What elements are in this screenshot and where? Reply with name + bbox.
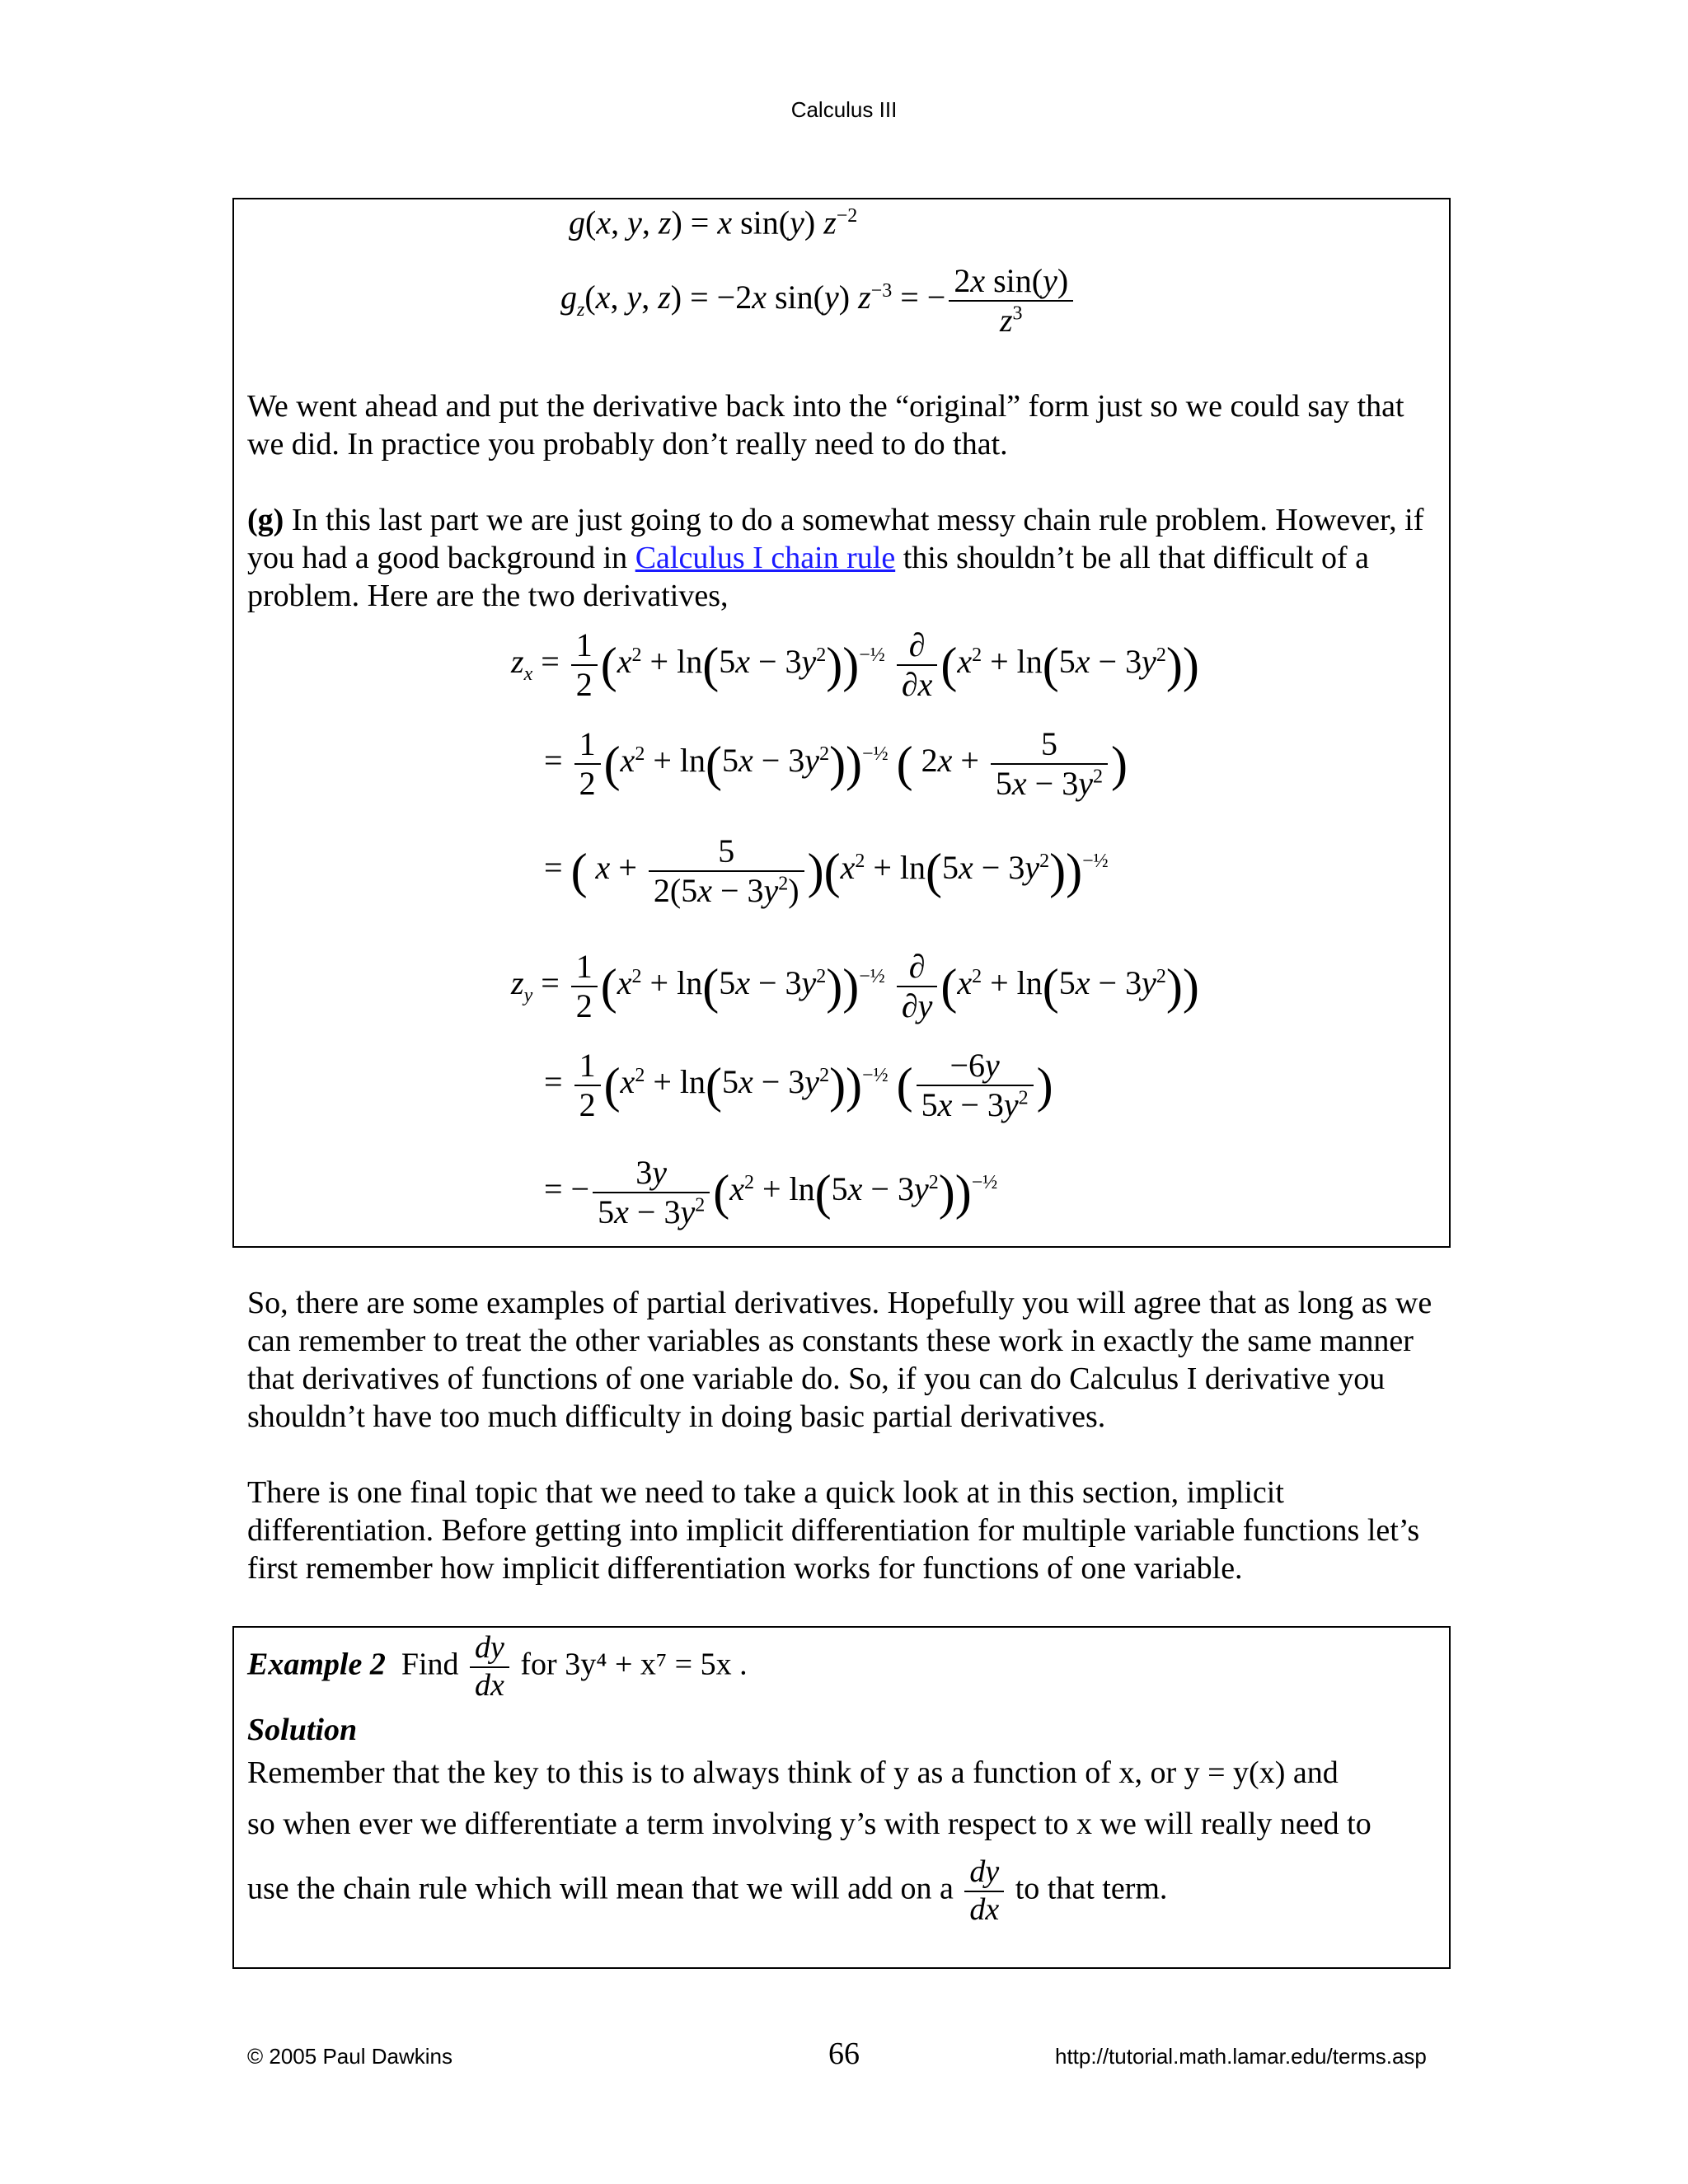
example-label: Example 2 <box>247 1647 386 1682</box>
example-2-heading: Example 2 Find $\frac{dy}{dx}$ for 3y⁴ + x⁷ = 5x . <box>247 1630 748 1703</box>
footer-url: http://tutorial.math.lamar.edu/terms.asp <box>1055 2044 1427 2069</box>
paragraph-implicit-intro: There is one final topic that we need to take a quick look at in this section, implicit differentiation. Before getting into implicit differentiation for multiple variable functions let’s first remember how implicit differentiation works for functions of one variable. <box>247 1475 1420 1586</box>
solution-label-text: Solution <box>247 1713 358 1747</box>
solution-line-3: use the chain rule which will mean that we will add on a $\frac{dy}{dx}$ to that term. <box>247 1854 1168 1927</box>
equation-zx-line1: $z_x$ = $\frac{1}{2}$ $(x^2 + \ln(5x - 3y^2))^{-\frac{1}{2}}$ $\frac{\partial}{\partial x}$ $(x^2 + \ln(5x - 3y^2))$ <box>511 626 1199 703</box>
equation-g: g(x, y, z) = x sin(y) $z^{-2}$ <box>569 204 858 241</box>
footer-copyright: © 2005 Paul Dawkins <box>247 2044 452 2069</box>
part-label: (g) <box>247 503 284 537</box>
find-word: Find <box>401 1647 459 1682</box>
equation-zy-line2: = $\frac{1}{2}$ $(x^2 + \ln(5x - 3y^2))^{-\frac{1}{2}}$ ( $\frac{-6y}{5x - 3y^2}$ ) <box>544 1047 1053 1123</box>
part-g-text-a: In this last part we are just going to do a somewhat messy chain rule problem. However, if you had a good background in <box>247 503 1424 575</box>
part-g-text-b: this shouldn’t be all that difficult of a problem. Here are the two derivatives, <box>247 541 1370 613</box>
calculus-i-chain-rule-link[interactable]: Calculus I chain rule <box>635 541 896 575</box>
solution-line-3a: use the chain rule which will mean that we will add on a <box>247 1871 954 1906</box>
equation-zy-line1: $z_y$ = $\frac{1}{2}$ $(x^2 + \ln(5x - 3y^2))^{-\frac{1}{2}}$ $\frac{\partial}{\partial y}$ $(x^2 + \ln(5x - 3y^2))$ <box>511 948 1199 1024</box>
equation-zx-line2: = $\frac{1}{2}$ $(x^2 + \ln(5x - 3y^2))^{-\frac{1}{2}}$ ( 2x + $\frac{5}{5x - 3y^2}$ ) <box>544 725 1128 802</box>
solution-line-3b: to that term. <box>1015 1871 1168 1906</box>
page-number: 66 <box>828 2036 860 2071</box>
paragraph-original-form: We went ahead and put the derivative back into the “original” form just so we could say that we did. In practice you probably don’t really need to do that. <box>247 389 1404 462</box>
equation-gz: $g_z(x$, y, z) = −2x sin(y) $z^{-3}$ = − $\frac{\text{2x sin(y)}}{z^3}$ <box>560 262 1076 340</box>
paragraph-part-g <box>247 501 1442 615</box>
solution-label <box>247 1711 1442 1749</box>
equation-zy-line3: = − $\frac{3y}{5x - 3y^2}$ $(x^2 + \ln(5x - 3y^2))^{-\frac{1}{2}}$ <box>544 1154 998 1230</box>
solution-line-2: so when ever we differentiate a term involving y’s with respect to x we will really need to <box>247 1807 1372 1841</box>
example-2-equation: for 3y⁴ + x⁷ = 5x . <box>520 1647 748 1682</box>
paragraph-summary: So, there are some examples of partial derivatives. Hopefully you will agree that as long as we can remember to treat the other variables as constants these work in exactly the same manner that derivatives of functions of one variable do. So, if you can do Calculus I derivative you shouldn’t have too much difficulty in doing basic partial derivatives. <box>247 1286 1432 1434</box>
solution-line-1: Remember that the key to this is to always think of y as a function of x, or y = y(x) and <box>247 1755 1339 1790</box>
page-header: Calculus III <box>790 97 898 122</box>
equation-zx-line3: = ( x + $\frac{5}{2(5x - 3y^2)}$ )$(x^2 + \ln(5x - 3y^2))^{-\frac{1}{2}}$ <box>544 832 1109 909</box>
